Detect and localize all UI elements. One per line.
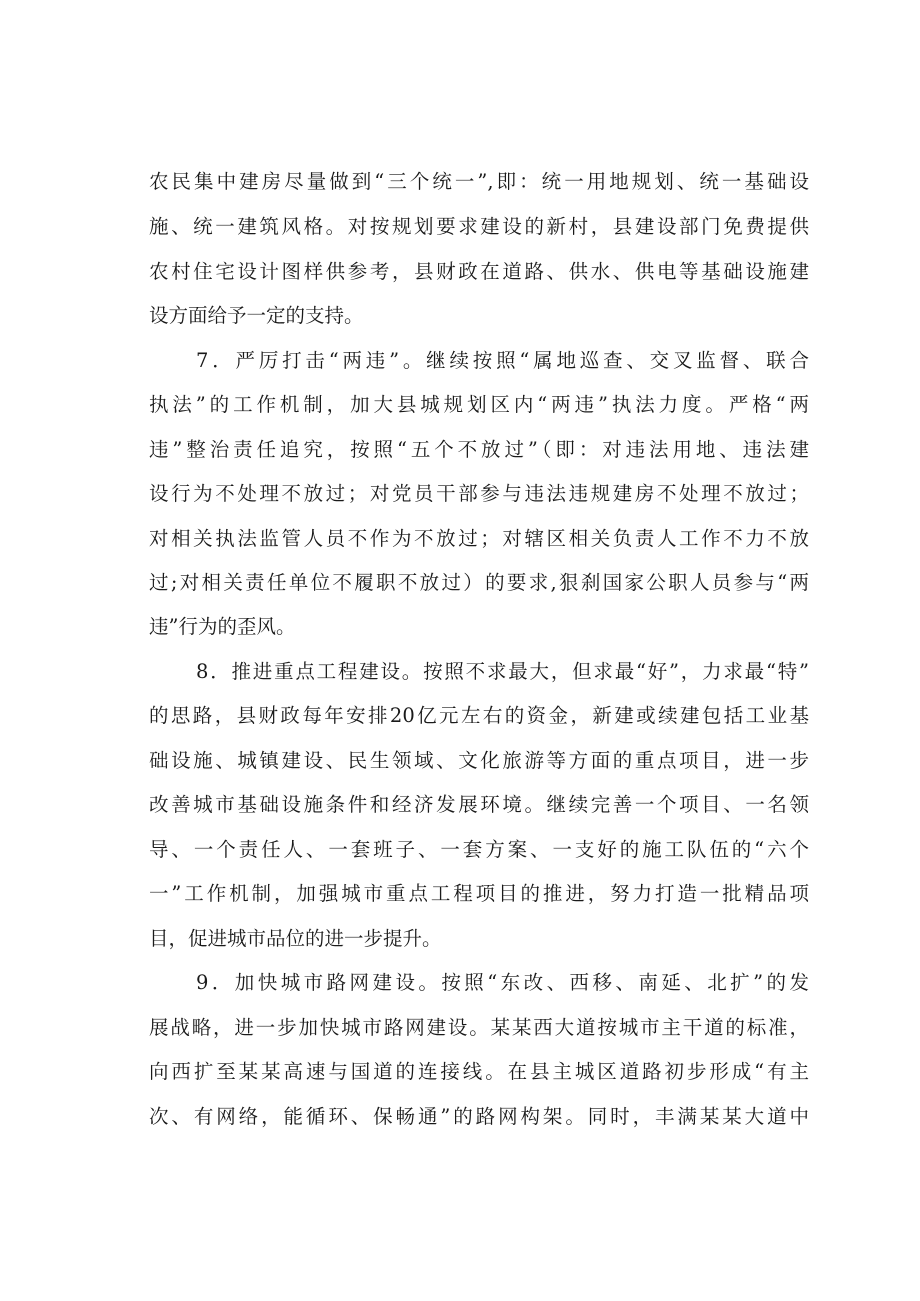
text-line: 设方面给予一定的支持。 bbox=[149, 304, 364, 327]
text-line: 过;对相关责任单位不履职不放过）的要求,狠刹国家公职人员参与“两 bbox=[149, 571, 809, 594]
paragraph-7-heading-line: 7．严厉打击“两违”。继续按照“属地巡查、交叉监督、联合 bbox=[196, 349, 809, 372]
text-line: 一”工作机制，加强城市重点工程项目的推进，努力打造一批精品项 bbox=[149, 882, 809, 905]
text-line: 设行为不处理不放过；对党员干部参与违法违规建房不处理不放过； bbox=[149, 482, 809, 505]
text-line: 导、一个责任人、一套班子、一套方案、一支好的施工队伍的“六个 bbox=[149, 838, 809, 861]
text-line: 展战略，进一步加快城市路网建设。某某西大道按城市主干道的标准， bbox=[149, 1016, 809, 1039]
text-line: 向西扩至某某高速与国道的连接线。在县主城区道路初步形成“有主 bbox=[149, 1060, 809, 1083]
text-line: 的思路，县财政每年安排20亿元左右的资金，新建或续建包括工业基 bbox=[149, 704, 809, 727]
paragraph-8-heading-line: 8．推进重点工程建设。按照不求最大，但求最“好”，力求最“特” bbox=[196, 660, 809, 683]
text-line: 违”行为的歪风。 bbox=[149, 615, 296, 638]
text-line: 次、有网络，能循环、保畅通”的路网构架。同时，丰满某某大道中 bbox=[149, 1105, 809, 1128]
text-line: 础设施、城镇建设、民生领域、文化旅游等方面的重点项目，进一步 bbox=[149, 749, 809, 772]
text-line: 农村住宅设计图样供参考，县财政在道路、供水、供电等基础设施建 bbox=[149, 260, 809, 283]
paragraph-9-heading-line: 9．加快城市路网建设。按照“东改、西移、南延、北扩”的发 bbox=[196, 971, 809, 994]
text-line: 目，促进城市品位的进一步提升。 bbox=[149, 927, 442, 950]
text-line: 施、统一建筑风格。对按规划要求建设的新村，县建设部门免费提供 bbox=[149, 215, 809, 238]
text-line: 执法”的工作机制，加大县城规划区内“两违”执法力度。严格“两 bbox=[149, 393, 809, 416]
text-line: 改善城市基础设施条件和经济发展环境。继续完善一个项目、一名领 bbox=[149, 793, 809, 816]
text-line: 对相关执法监管人员不作为不放过；对辖区相关负责人工作不力不放 bbox=[149, 527, 809, 550]
text-line: 农民集中建房尽量做到“三个统一”,即：统一用地规划、统一基础设 bbox=[149, 170, 809, 193]
text-line: 违”整治责任追究，按照“五个不放过”（即：对违法用地、违法建 bbox=[149, 438, 809, 461]
